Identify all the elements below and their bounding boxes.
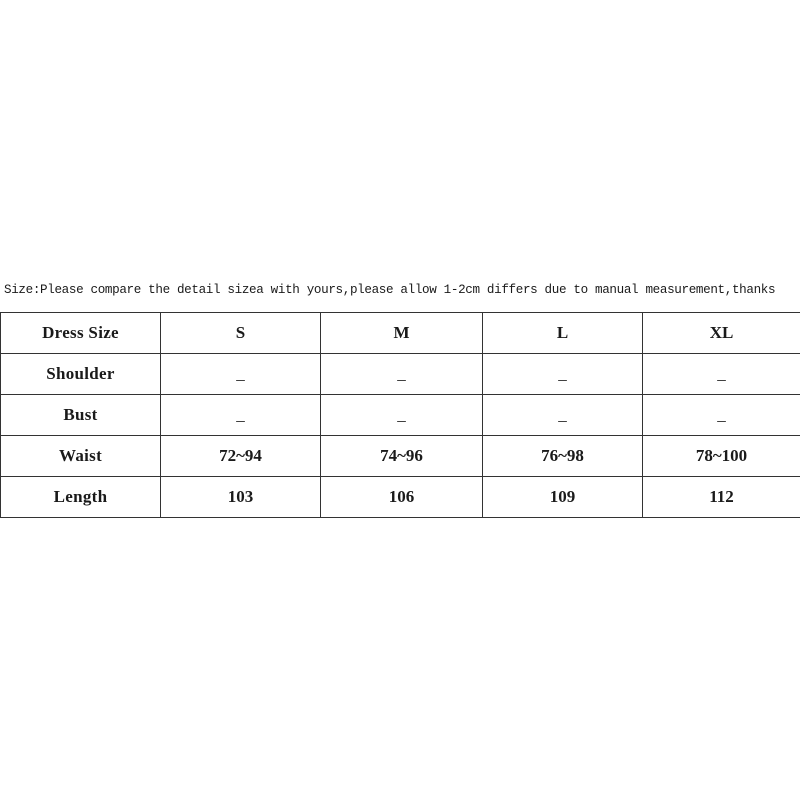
row-label-bust: Bust bbox=[1, 395, 161, 436]
cell-waist-s: 72~94 bbox=[161, 436, 321, 477]
row-label-shoulder: Shoulder bbox=[1, 354, 161, 395]
table-row-shoulder bbox=[1, 354, 800, 395]
table-row-waist bbox=[1, 436, 800, 477]
cell-waist-m: 74~96 bbox=[321, 436, 483, 477]
header-cell-dress-size: Dress Size bbox=[1, 313, 161, 354]
cell-bust-xl: _ bbox=[643, 395, 800, 436]
cell-shoulder-s: _ bbox=[161, 354, 321, 395]
size-chart-table bbox=[0, 312, 800, 518]
cell-bust-s: _ bbox=[161, 395, 321, 436]
cell-shoulder-xl: _ bbox=[643, 354, 800, 395]
cell-length-xl: 112 bbox=[643, 477, 800, 518]
header-cell-m: M bbox=[321, 313, 483, 354]
row-label-length: Length bbox=[1, 477, 161, 518]
row-label-waist: Waist bbox=[1, 436, 161, 477]
table-row-length bbox=[1, 477, 800, 518]
cell-bust-m: _ bbox=[321, 395, 483, 436]
cell-shoulder-m: _ bbox=[321, 354, 483, 395]
cell-bust-l: _ bbox=[483, 395, 643, 436]
cell-length-l: 109 bbox=[483, 477, 643, 518]
cell-shoulder-l: _ bbox=[483, 354, 643, 395]
cell-length-m: 106 bbox=[321, 477, 483, 518]
table-header-row bbox=[1, 313, 800, 354]
table-row-bust bbox=[1, 395, 800, 436]
cell-length-s: 103 bbox=[161, 477, 321, 518]
cell-waist-l: 76~98 bbox=[483, 436, 643, 477]
header-cell-xl: XL bbox=[643, 313, 800, 354]
header-cell-s: S bbox=[161, 313, 321, 354]
cell-waist-xl: 78~100 bbox=[643, 436, 800, 477]
size-note: Size:Please compare the detail sizea with yours,please allow 1-2cm differs due to manual measurement,thanks bbox=[4, 283, 776, 297]
header-cell-l: L bbox=[483, 313, 643, 354]
